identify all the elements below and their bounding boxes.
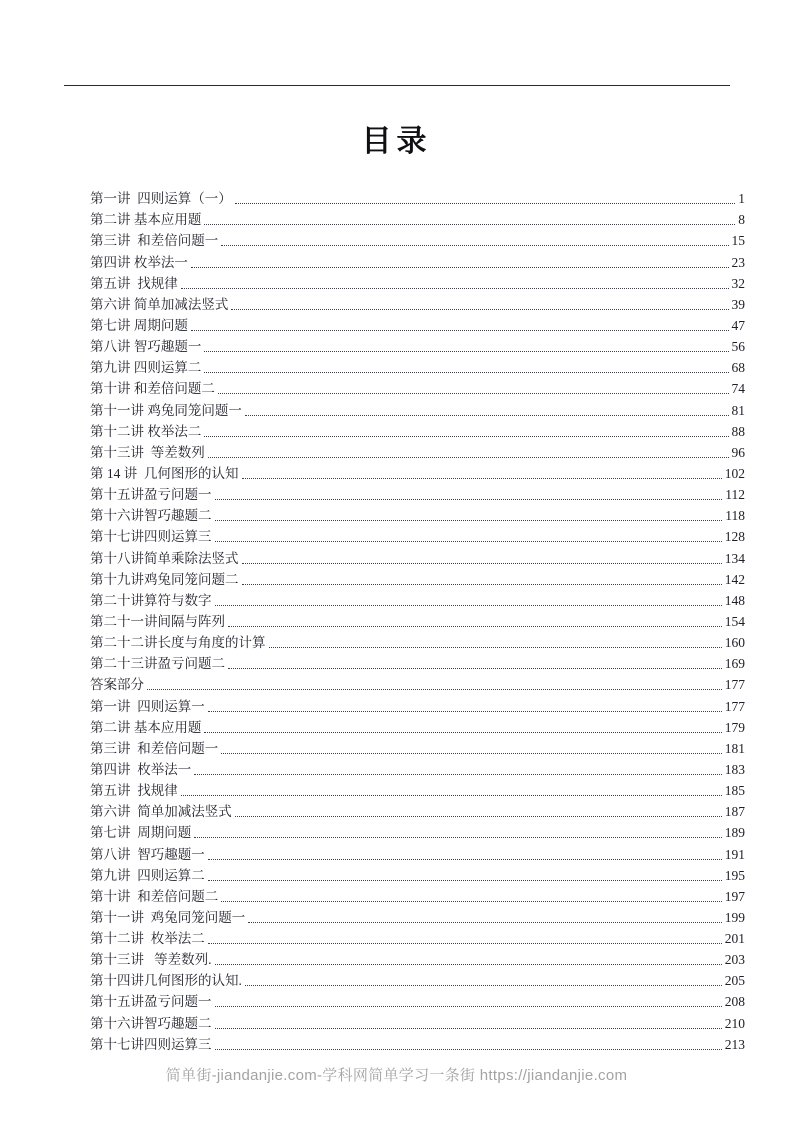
toc-entry-label: 第二讲 基本应用题	[90, 212, 202, 228]
dotted-leader	[215, 1028, 722, 1029]
toc-entry-label: 第十一讲 鸡兔同笼问题一	[90, 402, 242, 418]
toc-entry-label: 第十四讲几何图形的认知.	[90, 973, 242, 989]
dotted-leader	[204, 372, 728, 373]
toc-entry-page: 154	[724, 613, 745, 629]
toc-entry-label: 第一讲 四则运算（一）	[90, 191, 232, 207]
toc-entry[interactable]	[90, 737, 745, 758]
dotted-leader	[221, 901, 722, 902]
dotted-leader	[181, 288, 729, 289]
toc-entry-page: 112	[725, 487, 745, 503]
toc-entry[interactable]	[90, 335, 745, 356]
toc-entry[interactable]	[90, 250, 745, 271]
toc-entry-label: 第十五讲盈亏问题一	[90, 487, 212, 503]
toc-entry[interactable]	[90, 716, 745, 737]
toc-entry-label: 第十一讲 鸡兔同笼问题一	[90, 909, 246, 925]
toc-entry-page: 177	[724, 698, 745, 714]
toc-entry-label: 第三讲 和差倍问题一	[90, 233, 219, 249]
toc-entry-label: 第二十讲算符与数字	[90, 592, 212, 608]
toc-entry-page: 187	[724, 804, 745, 820]
toc-entry-label: 第五讲 找规律	[90, 783, 178, 799]
toc-entry-page: 208	[724, 994, 745, 1010]
toc-entry-page: 201	[724, 931, 745, 947]
dotted-leader	[218, 393, 729, 394]
dotted-leader	[215, 541, 722, 542]
toc-entry-label: 第九讲 四则运算二	[90, 867, 205, 883]
toc-entry[interactable]	[90, 652, 745, 673]
toc-entry-label: 第七讲 周期问题	[90, 317, 188, 333]
dotted-leader	[208, 859, 722, 860]
toc-entry-label: 第十二讲 枚举法二	[90, 931, 205, 947]
toc-entry-label: 第六讲 简单加减法竖式	[90, 804, 232, 820]
dotted-leader	[208, 457, 729, 458]
toc-entry-page: 197	[724, 888, 745, 904]
toc-entry[interactable]	[90, 906, 745, 927]
toc-entry[interactable]	[90, 293, 745, 314]
toc-entry-label: 第一讲 四则运算一	[90, 698, 205, 714]
toc-entry-label: 第十五讲盈亏问题一	[90, 994, 212, 1010]
toc-entry-label: 第五讲 找规律	[90, 275, 178, 291]
toc-entry[interactable]	[90, 462, 745, 483]
footer-watermark: 简单街-jiandanjie.com-学科网简单学习一条街 https://jiandanjie.com	[165, 1067, 628, 1084]
toc-entry-label: 第八讲 智巧趣题一	[90, 846, 205, 862]
toc-entry[interactable]	[90, 272, 745, 293]
dotted-leader	[191, 330, 729, 331]
dotted-leader	[215, 1006, 722, 1007]
toc-entry[interactable]	[90, 356, 745, 377]
toc-entry-page: 68	[731, 360, 745, 376]
dotted-leader	[204, 436, 728, 437]
toc-entry[interactable]	[90, 821, 745, 842]
toc-entry-page: 191	[724, 846, 745, 862]
toc-entry-label: 第十七讲四则运算三	[90, 1036, 212, 1052]
dotted-leader	[245, 985, 722, 986]
dotted-leader	[242, 563, 722, 564]
toc-entry-page: 15	[731, 233, 745, 249]
toc-entry-label: 第十八讲简单乘除法竖式	[90, 550, 239, 566]
toc-entry[interactable]	[90, 525, 745, 546]
toc-entry-label: 第十三讲 等差数列	[90, 444, 205, 460]
toc-entry-page: 134	[724, 550, 745, 566]
toc-entry-page: 210	[724, 1015, 745, 1031]
toc-entry-label: 第二十三讲盈亏问题二	[90, 656, 225, 672]
toc-entry-page: 81	[731, 402, 745, 418]
toc-entry-label: 第九讲 四则运算二	[90, 360, 202, 376]
toc-entry[interactable]	[90, 208, 745, 229]
dotted-leader	[242, 478, 722, 479]
toc-entry-page: 169	[724, 656, 745, 672]
dotted-leader	[235, 203, 736, 204]
toc-title: 目录	[361, 125, 432, 158]
toc-entry-page: 181	[724, 740, 745, 756]
toc-entry[interactable]	[90, 441, 745, 462]
toc-entry[interactable]	[90, 864, 745, 885]
toc-entry-label: 第二十一讲间隔与阵列	[90, 613, 225, 629]
dotted-leader	[228, 626, 722, 627]
toc-entry-page: 189	[724, 825, 745, 841]
toc-entry-page: 177	[724, 677, 745, 693]
dotted-leader	[204, 224, 735, 225]
toc-entry[interactable]	[90, 187, 745, 208]
dotted-leader	[208, 880, 722, 881]
toc-entry-page: 39	[731, 296, 745, 312]
toc-entry[interactable]	[90, 631, 745, 652]
toc-entry-page: 148	[724, 592, 745, 608]
toc-entry[interactable]	[90, 504, 745, 525]
toc-entry[interactable]	[90, 546, 745, 567]
dotted-leader	[215, 520, 723, 521]
toc-entry-label: 第十讲 和差倍问题二	[90, 381, 215, 397]
toc-entry-label: 第四讲 枚举法一	[90, 254, 188, 270]
toc-entry-label: 第六讲 简单加减法竖式	[90, 296, 229, 312]
toc-entry-page: 118	[725, 508, 745, 524]
dotted-leader	[231, 309, 728, 310]
dotted-leader	[147, 689, 722, 690]
toc-entry-label: 第十七讲四则运算三	[90, 529, 212, 545]
toc-entry-page: 128	[724, 529, 745, 545]
toc-entry-page: 195	[724, 867, 745, 883]
dotted-leader	[194, 774, 722, 775]
dotted-leader	[208, 943, 722, 944]
dotted-leader	[215, 1049, 722, 1050]
toc-entry-label: 第三讲 和差倍问题一	[90, 740, 219, 756]
toc-entry[interactable]	[90, 927, 745, 948]
toc-entry[interactable]	[90, 568, 745, 589]
toc-entry[interactable]	[90, 694, 745, 715]
dotted-leader	[248, 922, 722, 923]
toc-entry-page: 88	[731, 423, 745, 439]
toc-entry-page: 203	[724, 952, 745, 968]
dotted-leader	[181, 795, 722, 796]
toc-entry[interactable]	[90, 314, 745, 335]
toc-entry-label: 第十二讲 枚举法二	[90, 423, 202, 439]
toc-entry-page: 185	[724, 783, 745, 799]
toc-entry-label: 第七讲 周期问题	[90, 825, 192, 841]
dotted-leader	[215, 964, 722, 965]
dotted-leader	[191, 267, 729, 268]
dotted-leader	[235, 816, 722, 817]
toc-entry-label: 第十讲 和差倍问题二	[90, 888, 219, 904]
dotted-leader	[245, 415, 729, 416]
toc-list	[90, 187, 745, 1054]
toc-entry-page: 199	[724, 909, 745, 925]
toc-entry-label: 第八讲 智巧趣题一	[90, 339, 202, 355]
dotted-leader	[269, 647, 722, 648]
toc-entry-page: 179	[724, 719, 745, 735]
toc-entry[interactable]	[90, 589, 745, 610]
toc-entry[interactable]	[90, 229, 745, 250]
toc-entry[interactable]	[90, 800, 745, 821]
toc-entry-label: 第十六讲智巧趣题二	[90, 508, 212, 524]
toc-entry[interactable]	[90, 779, 745, 800]
toc-entry-page: 213	[724, 1036, 745, 1052]
toc-entry-page: 205	[724, 973, 745, 989]
toc-entry-page: 96	[731, 444, 745, 460]
toc-entry-page: 56	[731, 339, 745, 355]
dotted-leader	[204, 732, 721, 733]
toc-entry[interactable]	[90, 420, 745, 441]
toc-entry[interactable]	[90, 483, 745, 504]
toc-entry[interactable]	[90, 948, 745, 969]
header-divider	[64, 85, 730, 86]
toc-entry[interactable]	[90, 673, 745, 694]
toc-entry-label: 第十六讲智巧趣题二	[90, 1015, 212, 1031]
toc-entry-label: 第二十二讲长度与角度的计算	[90, 635, 266, 651]
toc-entry-page: 183	[724, 761, 745, 777]
toc-entry-label: 答案部分	[90, 677, 144, 693]
dotted-leader	[221, 753, 722, 754]
toc-entry[interactable]	[90, 398, 745, 419]
dotted-leader	[215, 605, 722, 606]
toc-entry[interactable]	[90, 990, 745, 1011]
toc-entry[interactable]	[90, 758, 745, 779]
toc-entry-label: 第四讲 枚举法一	[90, 761, 192, 777]
toc-entry-page: 74	[731, 381, 745, 397]
toc-entry-page: 32	[731, 275, 745, 291]
dotted-leader	[208, 711, 722, 712]
toc-entry[interactable]	[90, 377, 745, 398]
toc-entry[interactable]	[90, 610, 745, 631]
toc-entry-page: 47	[731, 317, 745, 333]
toc-entry[interactable]	[90, 885, 745, 906]
dotted-leader	[242, 584, 722, 585]
dotted-leader	[228, 668, 722, 669]
toc-entry-page: 1	[738, 191, 745, 207]
toc-entry-label: 第 14 讲 几何图形的认知	[90, 465, 239, 481]
dotted-leader	[221, 245, 728, 246]
toc-entry[interactable]	[90, 1033, 745, 1054]
toc-entry-page: 23	[731, 254, 745, 270]
toc-entry[interactable]	[90, 1011, 745, 1032]
toc-entry[interactable]	[90, 969, 745, 990]
toc-entry-label: 第二讲 基本应用题	[90, 719, 202, 735]
toc-entry-page: 142	[724, 571, 745, 587]
dotted-leader	[194, 837, 722, 838]
dotted-leader	[204, 351, 728, 352]
toc-entry-label: 第十三讲 等差数列.	[90, 952, 212, 968]
toc-entry-page: 160	[724, 635, 745, 651]
dotted-leader	[215, 499, 723, 500]
toc-entry-label: 第十九讲鸡兔同笼问题二	[90, 571, 239, 587]
toc-entry-page: 102	[724, 465, 745, 481]
toc-entry[interactable]	[90, 842, 745, 863]
toc-entry-page: 8	[738, 212, 745, 228]
